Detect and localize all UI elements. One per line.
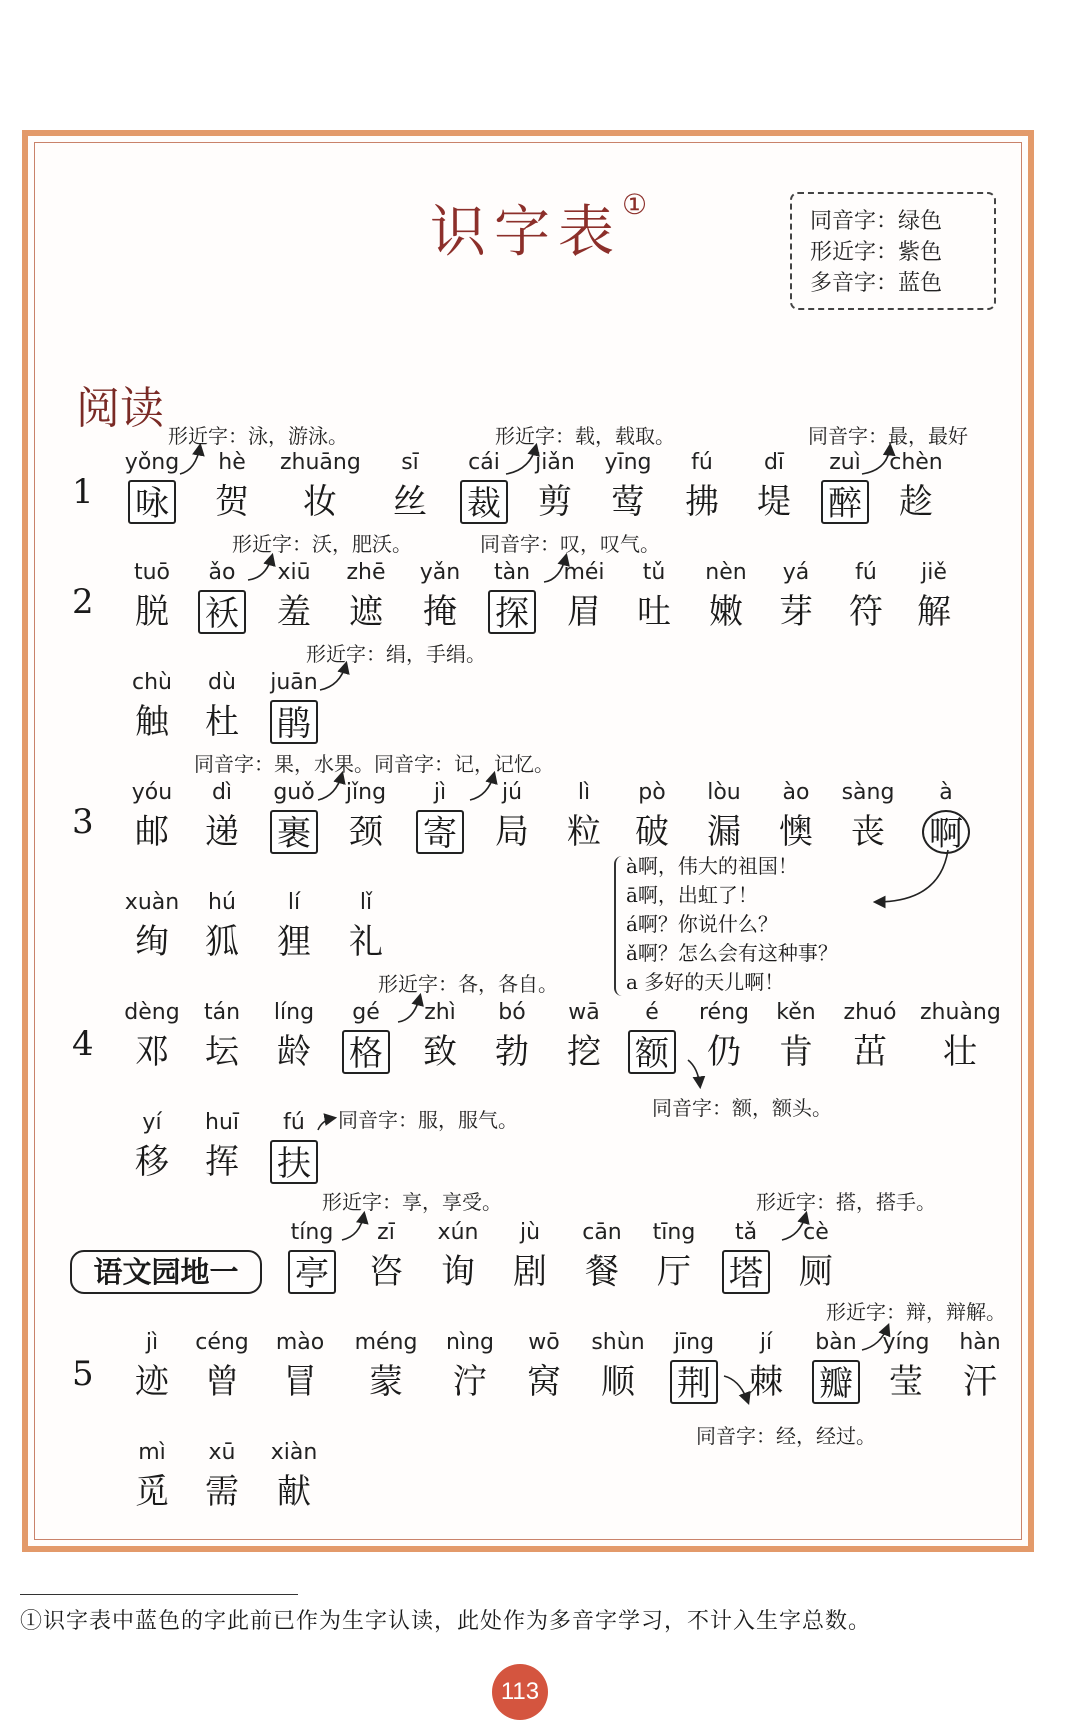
pinyin-label: xū: [208, 1440, 236, 1465]
garden-label: 语文园地一: [70, 1250, 262, 1294]
arrow-zui: [862, 446, 890, 474]
pinyin-label: tīng: [652, 1220, 696, 1245]
character: 颈: [349, 812, 383, 852]
character: 厅: [657, 1252, 691, 1292]
pinyin-label: zī: [377, 1220, 395, 1245]
note-similar-ao: 形近字：沃，肥沃。: [232, 532, 412, 556]
example-a2: á啊？你说什么？: [626, 912, 778, 936]
pinyin-label: jì: [433, 780, 447, 805]
legend-similar-form: 形近字：紫色: [810, 240, 943, 265]
pinyin-label: lòu: [707, 780, 741, 805]
character: 挖: [567, 1032, 601, 1072]
pinyin-label: yí: [142, 1110, 162, 1135]
character: 莹: [889, 1362, 923, 1402]
pinyin-label: fú: [855, 560, 877, 585]
character: 触: [135, 702, 169, 742]
character: 咨: [369, 1252, 403, 1292]
pinyin-label: yóu: [131, 780, 173, 805]
pinyin-label: yíng: [882, 1330, 930, 1355]
pinyin-label: jì: [145, 1330, 159, 1355]
pinyin-label: pò: [638, 780, 666, 805]
highlighted-character: 探: [488, 590, 536, 634]
pinyin-label: jiě: [921, 560, 947, 585]
pinyin-label: tán: [203, 1000, 241, 1025]
pinyin-label: zhē: [346, 560, 386, 585]
character: 丝: [393, 482, 427, 522]
character: 剪: [538, 482, 572, 522]
character: 粒: [567, 812, 601, 852]
character: 破: [635, 812, 669, 852]
pinyin-label: lǐ: [359, 890, 373, 915]
arrow-cai: [506, 446, 536, 474]
footnote-rule: [20, 1594, 298, 1595]
pinyin-label: chèn: [889, 450, 943, 475]
highlighted-character: 亭: [288, 1250, 336, 1294]
arrow-ji: [470, 774, 494, 800]
example-a3: ǎ啊？怎么会有这种事？: [626, 941, 838, 965]
pinyin-label: tǔ: [642, 560, 666, 585]
arrow-a: [876, 850, 948, 902]
pinyin-label: sàng: [841, 780, 895, 805]
character: 掩: [423, 592, 457, 632]
character: 觅: [135, 1472, 169, 1512]
character: 脱: [135, 592, 169, 632]
pinyin-label: cān: [582, 1220, 622, 1245]
pinyin-label: dù: [208, 670, 236, 695]
character: 局: [495, 812, 529, 852]
pinyin-label: lì: [577, 780, 591, 805]
pinyin-label: jǐng: [345, 780, 387, 805]
character: 趁: [899, 482, 933, 522]
pinyin-label: lí: [287, 890, 301, 915]
character: 羞: [277, 592, 311, 632]
character: 致: [423, 1032, 457, 1072]
pinyin-label: bó: [498, 1000, 526, 1025]
character: 狸: [277, 922, 311, 962]
arrow-jing: [724, 1376, 748, 1402]
character: 贺: [215, 482, 249, 522]
note-similar-ting: 形近字：享，享受。: [322, 1190, 502, 1214]
highlighted-character: 瓣: [812, 1360, 860, 1404]
character: 漏: [707, 812, 741, 852]
pinyin-label: zhuàng: [920, 1000, 1001, 1025]
arrow-e: [688, 1060, 700, 1086]
character: 顺: [601, 1362, 635, 1402]
pinyin-label: céng: [195, 1330, 249, 1355]
pinyin-label: wō: [528, 1330, 560, 1355]
character: 坛: [205, 1032, 239, 1072]
character: 厕: [799, 1252, 833, 1292]
pinyin-label: fú: [691, 450, 713, 475]
pinyin-label: nìng: [446, 1330, 494, 1355]
pinyin-label: zhuāng: [280, 450, 361, 475]
pinyin-label: gé: [352, 1000, 380, 1025]
note-homophone-fu: 同音字：服，服气。: [338, 1108, 518, 1132]
arrow-yong: [180, 446, 200, 474]
character: 献: [277, 1472, 311, 1512]
character: 泞: [453, 1362, 487, 1402]
character: 邮: [135, 812, 169, 852]
pinyin-label: jīng: [673, 1330, 715, 1355]
arrow-ban: [862, 1326, 888, 1350]
character: 询: [441, 1252, 475, 1292]
note-similar-juan: 形近字：绢，手绢。: [306, 642, 486, 666]
pinyin-label: xuàn: [124, 890, 180, 915]
arrow-fu: [318, 1118, 334, 1130]
character: 壮: [943, 1032, 977, 1072]
note-homophone-zui: 同音字：最，最好: [808, 424, 968, 448]
pinyin-label: xiàn: [270, 1440, 318, 1465]
note-similar-cai: 形近字：载，载取。: [495, 424, 675, 448]
character: 邓: [135, 1032, 169, 1072]
pinyin-label: cái: [468, 450, 500, 475]
footnote: ①识字表中蓝色的字此前已作为生字认读，此处作为多音字学习，不计入生字总数。: [20, 1609, 872, 1634]
highlighted-character: 荆: [670, 1360, 718, 1404]
note-similar-ban: 形近字：辩，辩解。: [826, 1300, 1006, 1324]
pinyin-label: wā: [568, 1000, 600, 1025]
character: 移: [135, 1142, 169, 1182]
pinyin-label: hàn: [959, 1330, 1001, 1355]
character: 遮: [349, 592, 383, 632]
highlighted-character: 格: [342, 1030, 390, 1074]
pinyin-label: jí: [759, 1330, 773, 1355]
highlighted-character: 啊: [922, 810, 970, 854]
pinyin-label: chù: [132, 670, 172, 695]
character: 绚: [135, 922, 169, 962]
pinyin-label: cè: [803, 1220, 829, 1245]
pinyin-label: sī: [401, 450, 419, 475]
character: 递: [205, 812, 239, 852]
pinyin-label: yá: [782, 560, 810, 585]
character: 嫩: [709, 592, 743, 632]
highlighted-character: 咏: [128, 480, 176, 524]
pinyin-label: kěn: [776, 1000, 816, 1025]
pinyin-label: zuì: [829, 450, 861, 475]
pinyin-label: dī: [763, 450, 785, 475]
legend-polyphone: 多音字：蓝色: [810, 271, 943, 296]
character: 挥: [205, 1142, 239, 1182]
character: 妆: [303, 482, 337, 522]
character: 杜: [205, 702, 239, 742]
row-number: 1: [72, 472, 94, 512]
example-a4: à啊，伟大的祖国！: [626, 854, 798, 878]
note-similar-yong: 形近字：泳，游泳。: [168, 424, 348, 448]
arrow-guo: [318, 774, 342, 800]
pinyin-label: zhì: [424, 1000, 456, 1025]
highlighted-character: 裹: [270, 810, 318, 854]
pinyin-label: tǎ: [734, 1220, 758, 1245]
note-similar-ta: 形近字：搭，搭手。: [756, 1190, 936, 1214]
arrow-ge: [398, 996, 420, 1022]
arrow-ting: [342, 1214, 364, 1240]
pinyin-label: jiǎn: [535, 450, 575, 475]
character: 餐: [585, 1252, 619, 1292]
character: 窝: [527, 1362, 561, 1402]
note-homophone-jing: 同音字：经，经过。: [696, 1424, 876, 1448]
character: 冒: [283, 1362, 317, 1402]
pinyin-label: tuō: [133, 560, 171, 585]
example-a0: a 多好的天儿啊！: [626, 970, 785, 994]
note-homophone-e: 同音字：额，额头。: [652, 1096, 832, 1120]
pinyin-label: xiū: [277, 560, 311, 585]
character: 狐: [205, 922, 239, 962]
arrow-tan: [544, 556, 566, 582]
row-number: 3: [72, 802, 94, 842]
pinyin-label: mào: [275, 1330, 325, 1355]
highlighted-character: 扶: [270, 1140, 318, 1184]
pinyin-label: huī: [205, 1110, 239, 1135]
character: 棘: [749, 1362, 783, 1402]
character: 芽: [779, 592, 813, 632]
character: 眉: [567, 592, 601, 632]
row-number: 4: [72, 1024, 94, 1064]
pinyin-label: yǒng: [124, 450, 180, 475]
row-number: 5: [72, 1354, 94, 1394]
character: 剧: [513, 1252, 547, 1292]
pinyin-label: shùn: [591, 1330, 645, 1355]
example-a1: ā啊，出虹了！: [626, 883, 758, 907]
character: 汗: [963, 1362, 997, 1402]
pinyin-label: zhuó: [843, 1000, 897, 1025]
arrow-ta: [782, 1214, 806, 1240]
pinyin-label: xún: [437, 1220, 479, 1245]
pinyin-label: jú: [501, 780, 523, 805]
character: 龄: [277, 1032, 311, 1072]
character: 莺: [611, 482, 645, 522]
arrow-juan: [320, 664, 346, 690]
character: 茁: [853, 1032, 887, 1072]
highlighted-character: 塔: [722, 1250, 770, 1294]
pinyin-label: dèng: [124, 1000, 180, 1025]
pinyin-label: hè: [218, 450, 246, 475]
section-title-reading: 阅读: [76, 383, 164, 434]
pinyin-label: nèn: [705, 560, 747, 585]
character: 肯: [779, 1032, 813, 1072]
pinyin-label: bàn: [815, 1330, 857, 1355]
character: 礼: [349, 922, 383, 962]
pinyin-label: juān: [270, 670, 318, 695]
character: 勃: [495, 1032, 529, 1072]
title-footnote-mark: ①: [622, 188, 648, 221]
note-homophone-guo-ji: 同音字：果，水果。同音字：记，记忆。: [194, 752, 554, 776]
pinyin-label: jù: [519, 1220, 541, 1245]
pinyin-label: méng: [354, 1330, 418, 1355]
row-number: 2: [72, 582, 94, 622]
highlighted-character: 袄: [198, 590, 246, 634]
character: 解: [917, 592, 951, 632]
note-similar-ge: 形近字：各，各自。: [378, 972, 558, 996]
note-homophone-tan: 同音字：叹，叹气。: [480, 532, 660, 556]
page-number-badge: 113: [492, 1664, 548, 1720]
pinyin-label: réng: [698, 1000, 749, 1025]
pinyin-label: líng: [273, 1000, 315, 1025]
pinyin-label: mì: [138, 1440, 166, 1465]
arrow-ao: [248, 556, 272, 580]
character: 仍: [707, 1032, 741, 1072]
pinyin-label: tíng: [290, 1220, 334, 1245]
pinyin-label: hú: [208, 890, 236, 915]
character: 符: [849, 592, 883, 632]
pinyin-label: fú: [283, 1110, 305, 1135]
pinyin-label: yīng: [604, 450, 652, 475]
character: 吐: [637, 592, 671, 632]
character: 曾: [205, 1362, 239, 1402]
character: 堤: [757, 482, 791, 522]
character: 懊: [779, 812, 813, 852]
pinyin-label: guǒ: [273, 780, 315, 805]
pinyin-label: tàn: [493, 560, 531, 585]
pinyin-label: ào: [782, 780, 810, 805]
title-text: 识字表: [430, 200, 622, 265]
character: 需: [205, 1472, 239, 1512]
character: 拂: [685, 482, 719, 522]
character: 蒙: [369, 1362, 403, 1402]
character: 丧: [851, 812, 885, 852]
character: 迹: [135, 1362, 169, 1402]
highlighted-character: 醉: [821, 480, 869, 524]
pinyin-label: yǎn: [419, 560, 461, 585]
pinyin-label: à: [939, 780, 953, 805]
legend-homophone: 同音字：绿色: [810, 209, 943, 234]
pinyin-label: é: [645, 1000, 659, 1025]
highlighted-character: 额: [628, 1030, 676, 1074]
highlighted-character: 裁: [460, 480, 508, 524]
highlighted-character: 寄: [416, 810, 464, 854]
pinyin-label: ǎo: [208, 560, 236, 585]
pinyin-label: méi: [563, 560, 605, 585]
pinyin-label: dì: [211, 780, 233, 805]
highlighted-character: 鹃: [270, 700, 318, 744]
